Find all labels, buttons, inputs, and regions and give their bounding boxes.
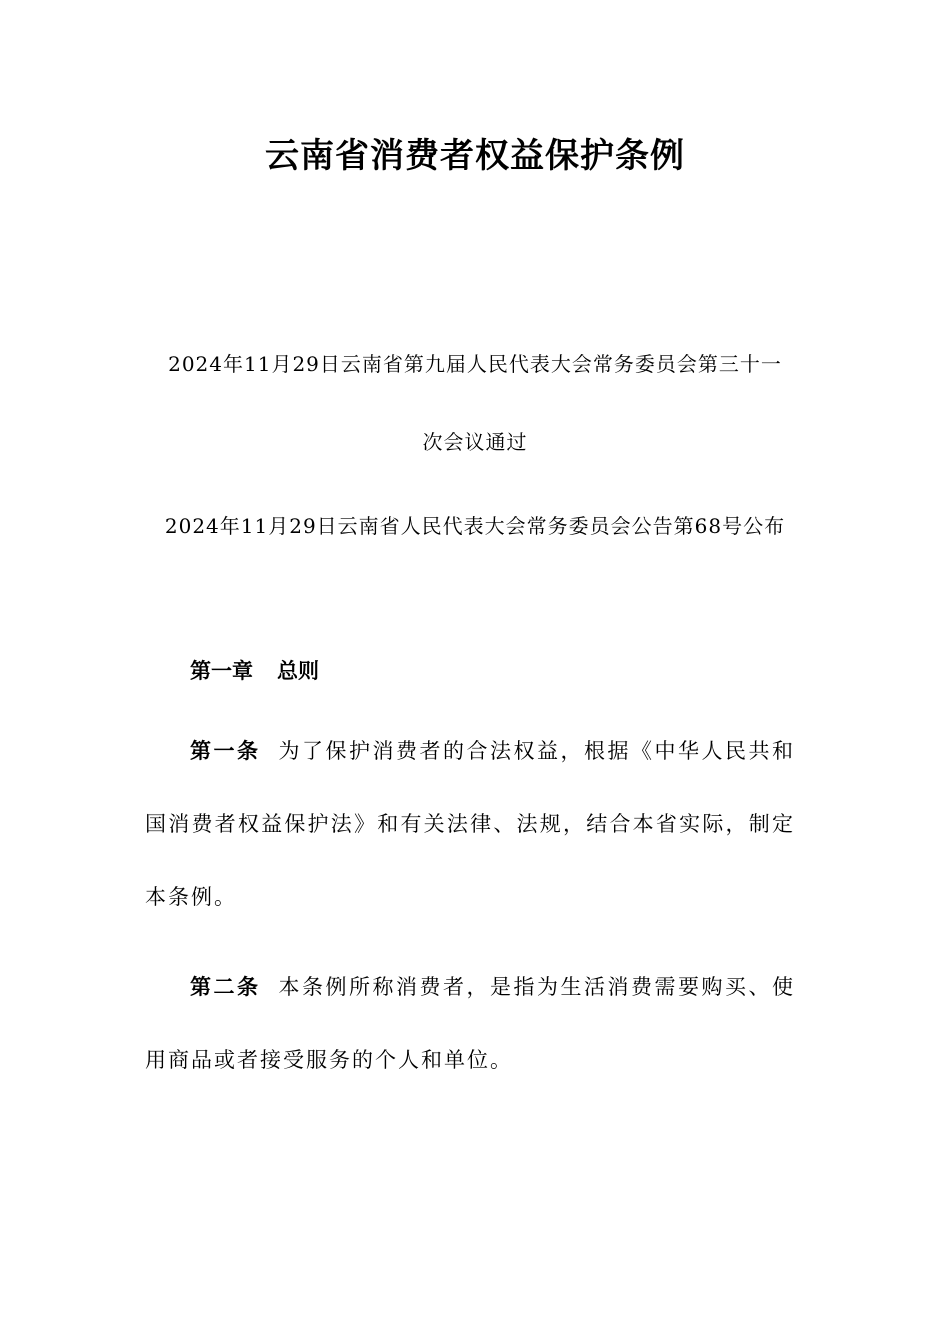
article-2-text: 本条例所称消费者，是指为生活消费需要购买、使用商品或者接受服务的个人和单位。	[145, 975, 795, 1072]
article-2-label: 第二条	[190, 974, 261, 999]
article-1	[145, 714, 795, 934]
article-2	[145, 950, 795, 1097]
chapter-heading	[190, 655, 319, 685]
article-1-label: 第一条	[190, 738, 261, 763]
article-1-text: 为了保护消费者的合法权益，根据《中华人民共和国消费者权益保护法》和有关法律、法规，结合本省实际，制定本条例。	[145, 739, 795, 909]
adoption-note-line-2: 次会议通过	[422, 430, 528, 454]
document-title: 云南省消费者权益保护条例	[265, 136, 685, 176]
chapter-number: 第一章	[190, 658, 253, 683]
chapter-name: 总则	[277, 658, 319, 683]
adoption-note-line-1: 2024年11月29日云南省第九届人民代表大会常务委员会第三十一	[168, 352, 782, 376]
promulgation-note: 2024年11月29日云南省人民代表大会常务委员会公告第68号公布	[164, 514, 786, 538]
